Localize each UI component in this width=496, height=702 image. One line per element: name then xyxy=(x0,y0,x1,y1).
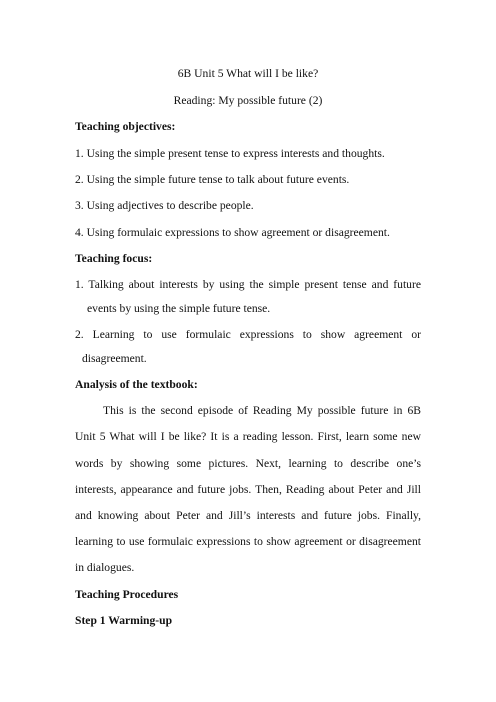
analysis-line: words by showing some pictures. Next, learning to describe one’s xyxy=(75,457,421,470)
objective-item: 1. Using the simple present tense to express interests and thoughts. xyxy=(75,147,385,160)
analysis-line: in dialogues. xyxy=(75,561,135,574)
focus-heading: Teaching focus: xyxy=(75,252,153,265)
objective-item: 3. Using adjectives to describe people. xyxy=(75,199,254,212)
document-subtitle: Reading: My possible future (2) xyxy=(173,94,323,107)
analysis-line: learning to use formulaic expressions to show agreement or disagreement xyxy=(75,535,421,548)
focus-item-1-line-2: events by using the simple future tense. xyxy=(87,302,271,315)
document-title: 6B Unit 5 What will I be like? xyxy=(177,67,319,80)
objective-item: 4. Using formulaic expressions to show agreement or disagreement. xyxy=(75,226,390,239)
step1-heading: Step 1 Warming-up xyxy=(75,614,173,627)
procedures-heading: Teaching Procedures xyxy=(75,588,179,601)
analysis-line: Unit 5 What will I be like? It is a reading lesson. First, learn some new xyxy=(75,430,421,443)
focus-item-2-line-2: disagreement. xyxy=(82,352,147,365)
focus-item-2-line-1: 2. Learning to use formulaic expressions to show agreement or xyxy=(75,328,421,341)
analysis-line: and knowing about Peter and Jill’s interests and future jobs. Finally, xyxy=(75,509,421,522)
objectives-heading: Teaching objectives: xyxy=(75,120,176,133)
analysis-line: This is the second episode of Reading My possible future in 6B xyxy=(103,404,421,417)
objective-item: 2. Using the simple future tense to talk about future events. xyxy=(75,173,350,186)
analysis-line: interests, appearance and future jobs. Then, Reading about Peter and Jill xyxy=(75,483,421,496)
analysis-heading: Analysis of the textbook: xyxy=(75,378,198,391)
focus-item-1-line-1: 1. Talking about interests by using the simple present tense and future xyxy=(75,278,421,291)
